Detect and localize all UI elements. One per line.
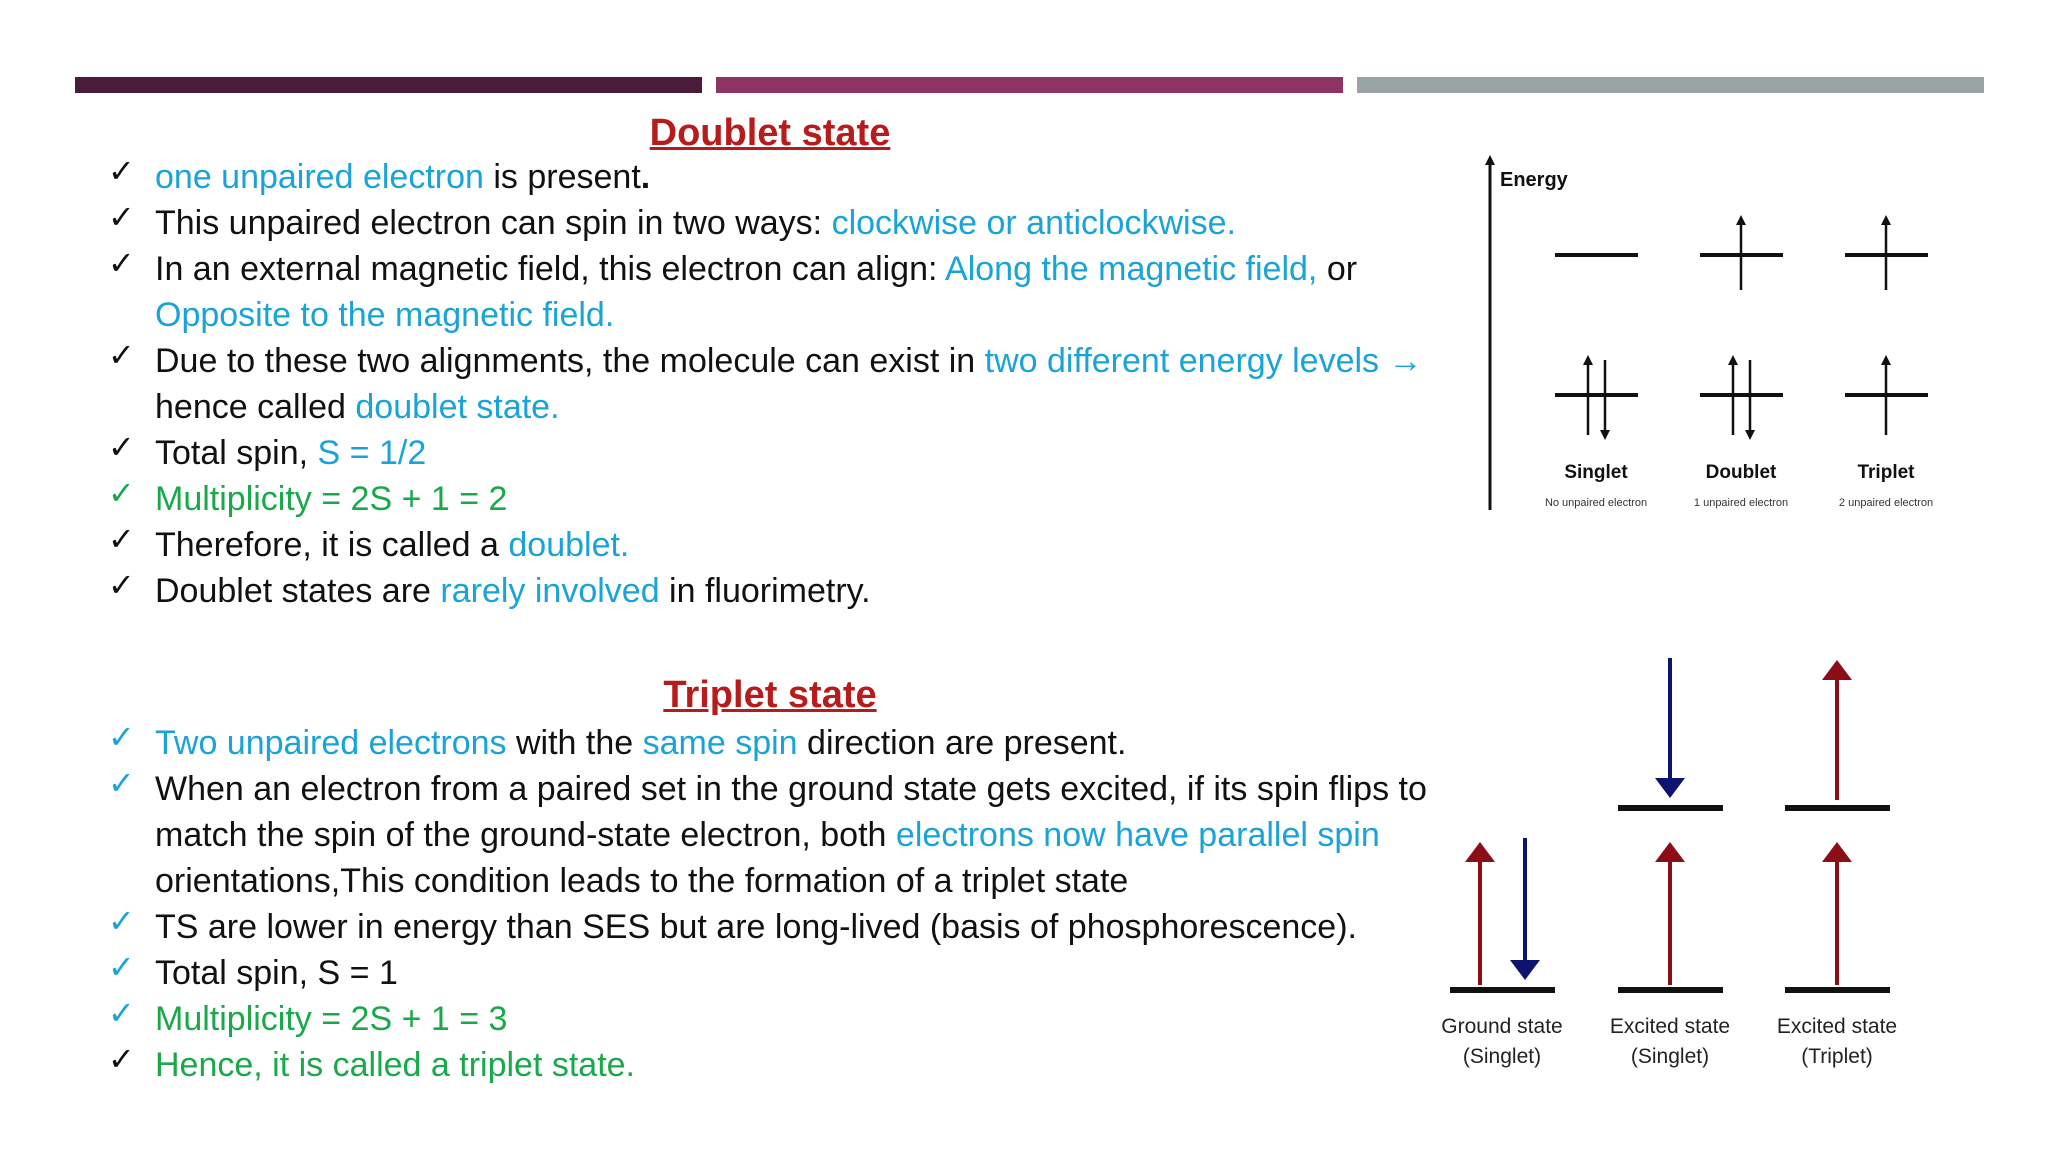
list-item: ✓ TS are lower in energy than SES but are long-lived (basis of phosphorescence).: [100, 904, 1430, 950]
column-sublabel-triplet: 2 unpaired electron: [1838, 497, 1934, 509]
excited-singlet-sublabel: (Singlet): [1630, 1045, 1710, 1068]
top-bar-dark: [75, 77, 702, 93]
list-item: ✓ Therefore, it is called a doublet.: [100, 522, 1430, 568]
column-label-singlet: Singlet: [1564, 462, 1628, 483]
top-bar-magenta: [716, 77, 1343, 93]
list-item: ✓ Due to these two alignments, the molecule can exist in two different energy levels → hence called doublet state.: [100, 338, 1430, 430]
column-label-triplet: Triplet: [1857, 462, 1915, 483]
check-icon: ✓: [108, 994, 135, 1032]
doublet-bullet-list: [100, 154, 1430, 614]
energy-level-diagram: [1470, 150, 1950, 520]
triplet-heading: Triplet state: [663, 674, 877, 716]
list-item: ✓ Hence, it is called a triplet state.: [100, 1042, 1430, 1088]
excited-singlet-label: Excited state: [1609, 1015, 1731, 1038]
list-item: ✓ When an electron from a paired set in the ground state gets excited, if its spin flips to match the spin of the ground-state electron, both electrons now have parallel spin orientations,This condition leads to the formation of a triplet state: [100, 766, 1430, 904]
list-item: ✓ In an external magnetic field, this electron can align: Along the magnetic field, or Opposite to the magnetic field.: [100, 246, 1430, 338]
check-icon: ✓: [108, 764, 135, 802]
check-icon: ✓: [108, 948, 135, 986]
list-item: ✓ Total spin, S = 1/2: [100, 430, 1430, 476]
excited-triplet-label: Excited state: [1776, 1015, 1898, 1038]
triplet-bullet-list: [100, 720, 1430, 1088]
top-bar-gray: [1357, 77, 1984, 93]
list-item: ✓ This unpaired electron can spin in two ways: clockwise or anticlockwise.: [100, 200, 1430, 246]
check-icon: ✓: [108, 152, 135, 190]
list-item: ✓ Multiplicity = 2S + 1 = 2: [100, 476, 1430, 522]
check-icon: ✓: [108, 566, 135, 604]
check-icon: ✓: [108, 428, 135, 466]
doublet-heading: Doublet state: [649, 112, 891, 154]
column-label-doublet: Doublet: [1705, 462, 1777, 483]
check-icon: ✓: [108, 474, 135, 512]
list-item: ✓ Two unpaired electrons with the same spin direction are present.: [100, 720, 1430, 766]
list-item: ✓ Doublet states are rarely involved in fluorimetry.: [100, 568, 1430, 614]
ground-state-sublabel: (Singlet): [1462, 1045, 1542, 1068]
check-icon: ✓: [108, 198, 135, 236]
excited-triplet-sublabel: (Triplet): [1801, 1045, 1873, 1068]
spin-state-diagram: [1430, 640, 1930, 1080]
check-icon: ✓: [108, 902, 135, 940]
energy-axis-label: Energy: [1500, 169, 1568, 191]
check-icon: ✓: [108, 718, 135, 756]
list-item: ✓ Multiplicity = 2S + 1 = 3: [100, 996, 1430, 1042]
check-icon: ✓: [108, 244, 135, 282]
list-item: ✓ Total spin, S = 1: [100, 950, 1430, 996]
check-icon: ✓: [108, 1040, 135, 1078]
list-item: ✓ one unpaired electron is present.: [100, 154, 1430, 200]
check-icon: ✓: [108, 520, 135, 558]
ground-state-label: Ground state: [1441, 1015, 1563, 1038]
check-icon: ✓: [108, 336, 135, 374]
column-sublabel-doublet: 1 unpaired electron: [1693, 497, 1789, 509]
column-sublabel-singlet: No unpaired electron: [1544, 497, 1648, 509]
